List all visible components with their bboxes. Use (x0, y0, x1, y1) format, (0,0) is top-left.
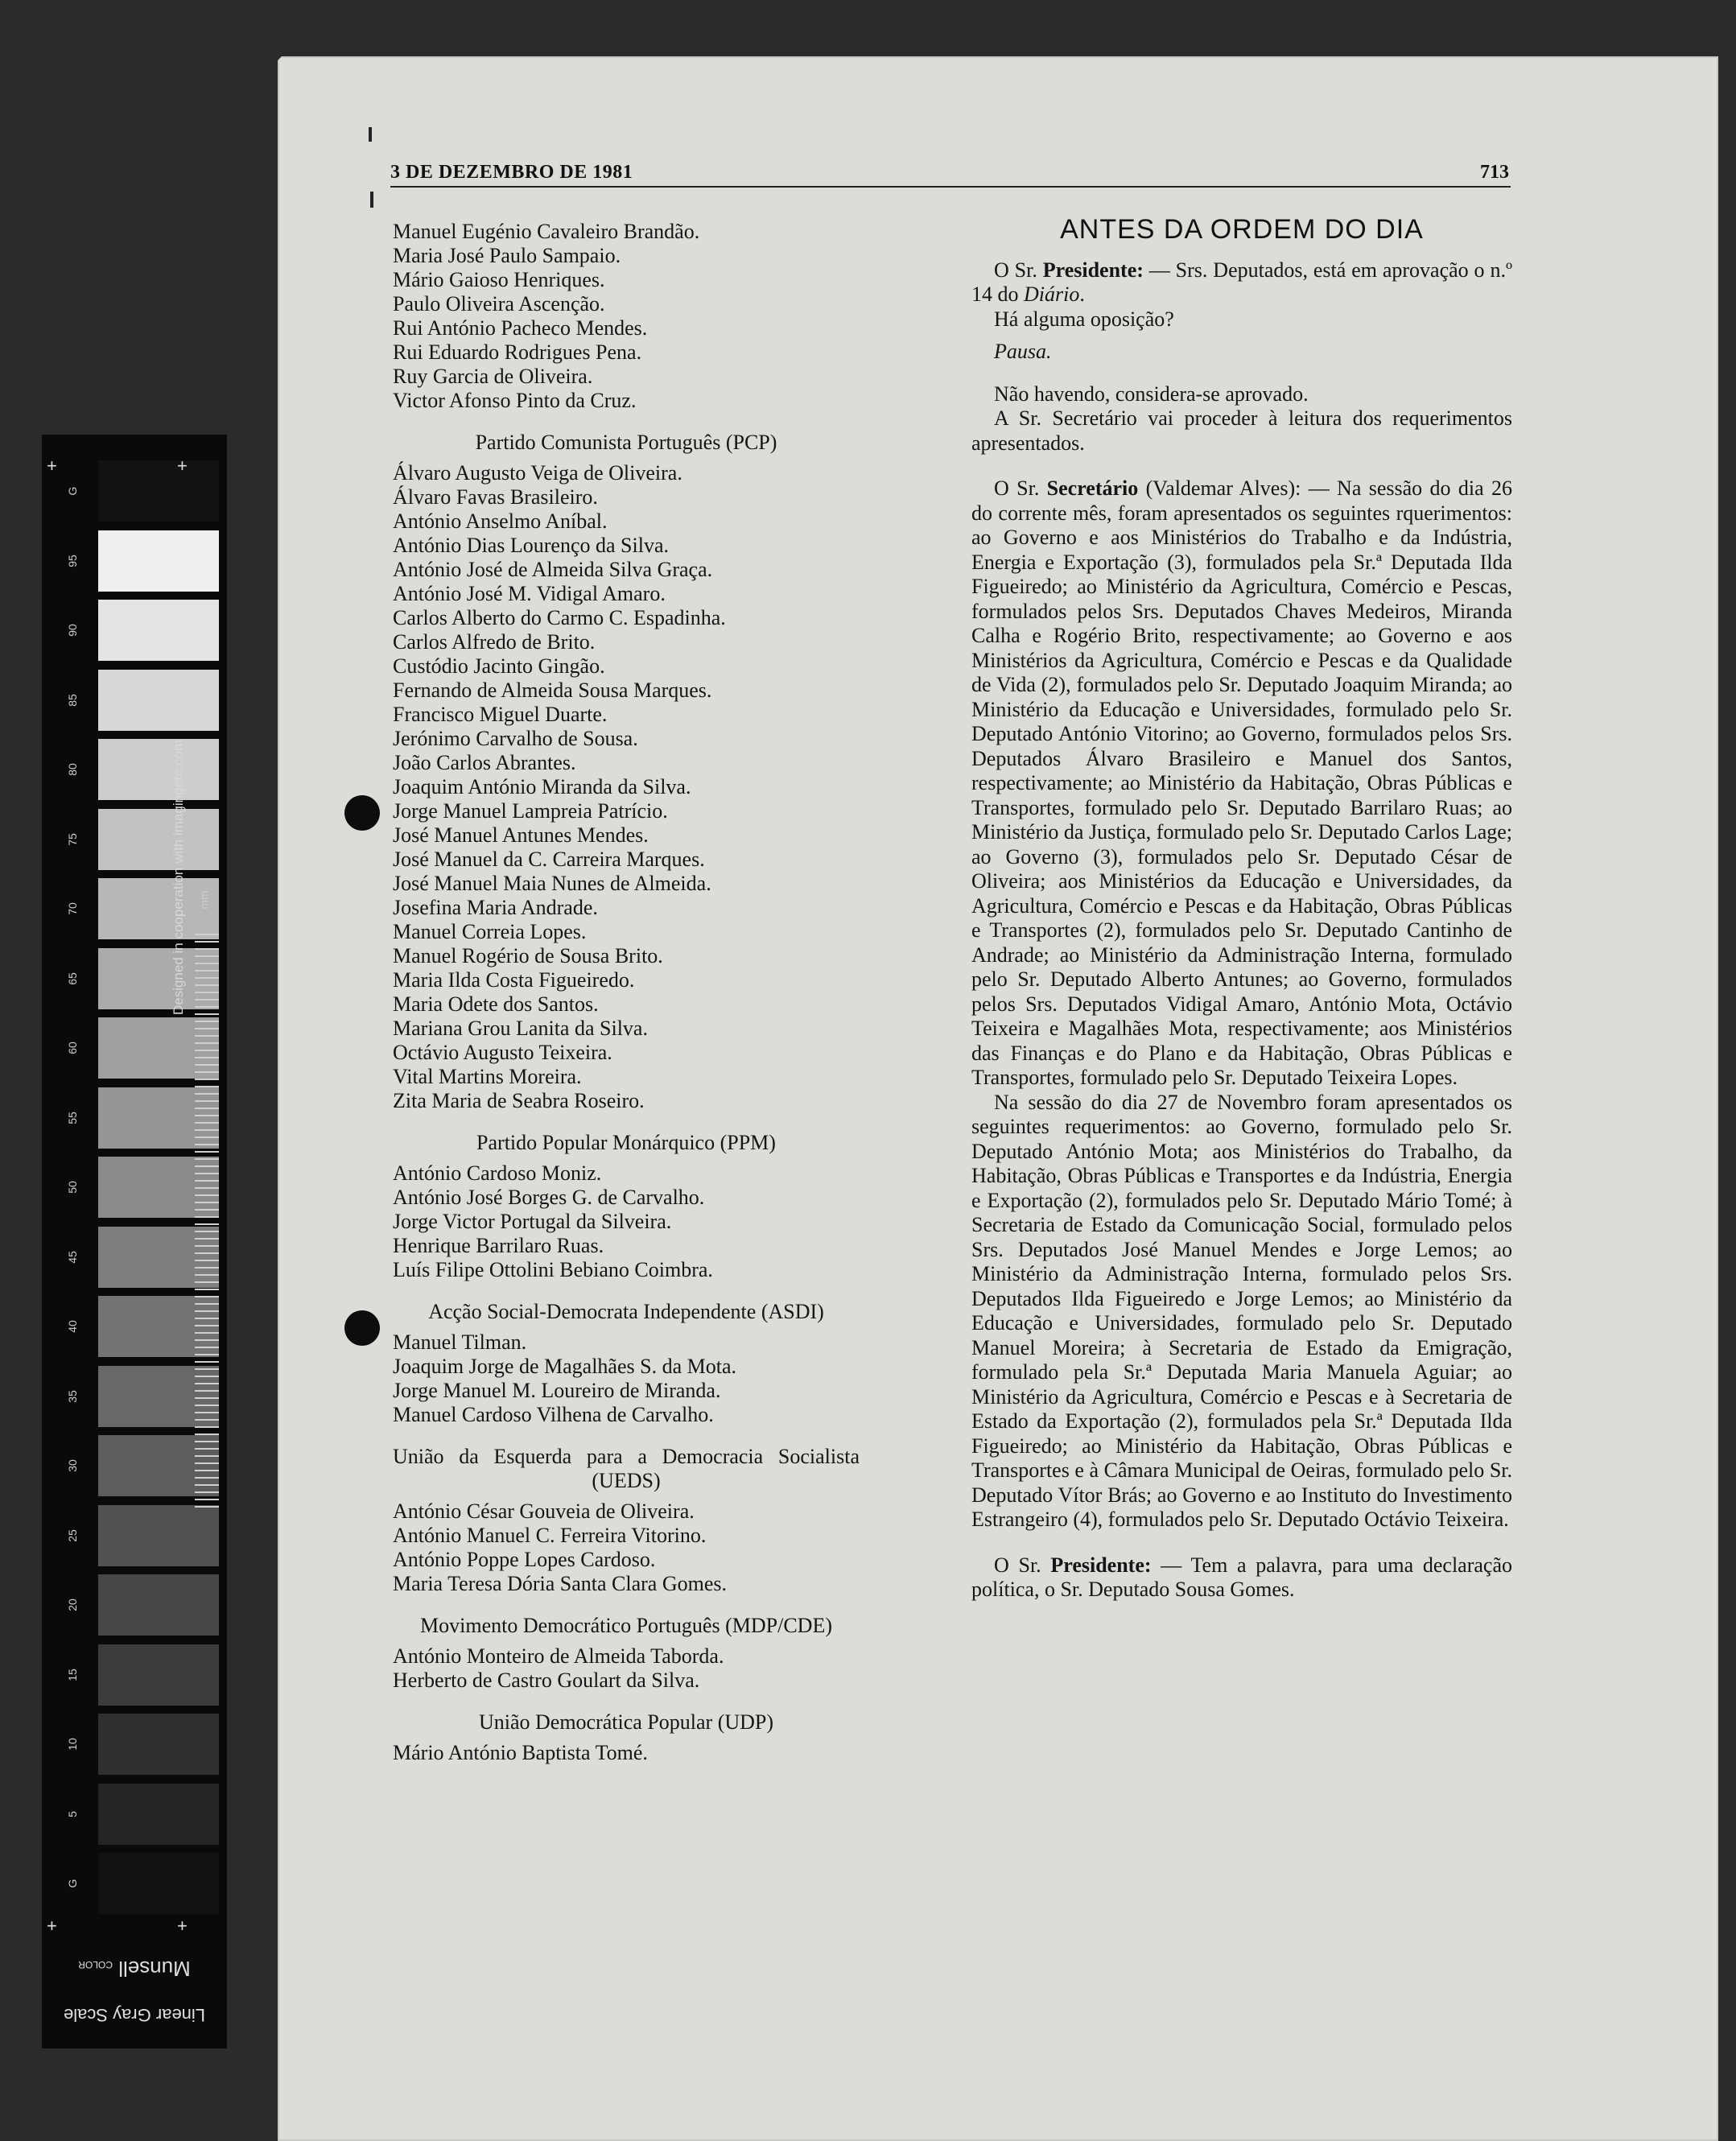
scale-note (163, 636, 195, 1119)
member-name: Ruy Garcia de Oliveira. (393, 365, 593, 388)
party-heading: Partido Comunista Português (PCP) (475, 431, 777, 454)
text: (Valdemar Alves): — Na sessão do dia 26 do corrente mês, foram apresentados os seguintes rquerimentos: ao Governo e aos Ministérios do Trabalho e da Indústria, Energia e Exportação (3), formulados pela Sr.ª Deputada Ilda Figueiredo; ao Ministério da Agricultura, Comércio e Pescas, formulados pelos Srs. Deputados Chaves Medeiros, Miranda Calha e Rogério Brito, respectivamente; ao Governo e aos Ministérios da Agricultura, Comércio e Pescas e da Qualidade de Vida (2), formulados pelo Sr. Deputado Joaquim Miranda; ao Ministério da Educação e Universidades, formulado pelo Sr. Deputado António Vitorino; ao Governo, formulados pelos Srs. Deputados Álvaro Brasileiro e Manuel dos Santos, respectivamente; ao Ministério da Habitação, Obras Públicas e Transportes, formulado pelo Sr. Deputado Barrilaro Ruas; ao Ministério da Justiça, formulado pelo Sr. Deputado Carlos Lage; ao Governo (3), formulados pelo Sr. Deputado César de Oliveira; aos Ministérios da Educação e Universidades, da Agricultura, Comércio e Pescas e da Habitação, Obras Públicas e Transportes (2), formulados pelo Sr. Deputado Cantinho de Andrade; ao Ministério da Administração Interna, formulado pelo Sr. Deputado Alberto Antunes; ao Governo, formulados pelos Srs. Deputados Vidigal Amaro, António Mota, Octávio Teixeira e Magalhães Mota, respectivamente; aos Ministérios das Finanças e do Plano e da Habitação, Obras Públicas e Transportes, formulado pelo Sr. Deputado Teixeira Lopes. (971, 476, 1512, 1089)
prefix: O Sr. (994, 476, 1047, 500)
member-name: Herberto de Castro Goulart da Silva. (393, 1669, 700, 1692)
gray-level-label: 15 (66, 1668, 79, 1681)
page-corner-fold (266, 48, 290, 72)
party-heading-line1: União da Esquerda para a Democracia Socialista (393, 1445, 860, 1468)
member-name: Victor Afonso Pinto da Cruz. (393, 389, 637, 412)
member-name: António Monteiro de Almeida Taborda. (393, 1644, 724, 1668)
member-name: Luís Filipe Ottolini Bebiano Coimbra. (393, 1258, 713, 1281)
member-name: Manuel Correia Lopes. (393, 920, 587, 943)
pausa: Pausa. (994, 340, 1052, 363)
member-name: Jerónimo Carvalho de Sousa. (393, 727, 638, 750)
member-name: Octávio Augusto Teixeira. (393, 1041, 612, 1064)
member-name: Rui António Pacheco Mendes. (393, 316, 648, 340)
gray-level-label: 50 (66, 1181, 79, 1194)
right-column (971, 214, 1513, 1603)
member-name: José Manuel Antunes Mendes. (393, 823, 649, 847)
party-heading: Acção Social-Democrata Independente (ASDI) (428, 1300, 824, 1323)
member-name: Carlos Alfredo de Brito. (393, 630, 596, 654)
section-title: ANTES DA ORDEM DO DIA (1060, 214, 1424, 245)
paragraph-session-27: Na sessão do dia 27 de Novembro foram apresentados os seguintes requerimentos: ao Governo, formulado pelo Sr. Deputado António Mota; aos Ministérios do Trabalho, da Habitação, Obras Públicas e Transportes e da Indústria, Energia e Exportação (2), formulados pelo Sr. Deputado Mário Tomé; à Secretaria de Estado da Comunicação Social, formulado pelos Srs. Deputados José Manuel Mendes e Jorge Lemos; ao Ministério da Administração Interna, formulado pelos Srs. Deputados Ilda Figueiredo e Jorge Lemos; ao Ministério da Educação e Universidades, formulado pelo Sr. Deputado Manuel Moreira; à Secretaria de Estado da Emigração, formulado pela Sr.ª Deputada Maria Manuela Aguiar; ao Ministério da Agricultura, Comércio e Pescas e à Secretaria de Estado da Exportação (2), formulados pela Sr.ª Deputada Ilda Figueiredo; ao Ministério da Habitação, Obras Públicas e Transportes e à Câmara Municipal de Oeiras, formulado pelo Sr. Deputado Vítor Brás; ao Governo e ao Instituto do Investimento Estrangeiro (4), formulados pelo Sr. Deputado Octávio Teixeira. (971, 1090, 1512, 1531)
gray-level-label: 80 (66, 763, 79, 776)
plus-mark: + (177, 456, 188, 476)
prefix: O Sr. (994, 258, 1043, 282)
unit-label: mm (197, 890, 211, 910)
member-name: Mário António Baptista Tomé. (393, 1741, 648, 1764)
gray-level-label: 35 (66, 1389, 79, 1403)
mm-ruler (195, 934, 219, 1513)
text-end: . (1079, 283, 1085, 306)
speck (370, 192, 373, 208)
gray-level-label: 65 (66, 971, 79, 985)
gray-level-label: 40 (66, 1320, 79, 1333)
gray-level-label: 5 (66, 1810, 79, 1817)
member-name: António José M. Vidigal Amaro. (393, 582, 666, 605)
plus-mark: + (47, 1916, 57, 1936)
member-name: Custódio Jacinto Gingão. (393, 654, 605, 678)
party-group (393, 1710, 860, 1765)
paragraph-secretary-intro: A Sr. Secretário vai proceder à leitura dos requerimentos apresentados. (971, 406, 1512, 455)
member-name: Manuel Cardoso Vilhena de Carvalho. (393, 1403, 714, 1426)
member-name: Fernando de Almeida Sousa Marques. (393, 679, 712, 702)
member-name: Álvaro Augusto Veiga de Oliveira. (393, 461, 682, 485)
gray-level-label: 70 (66, 902, 79, 915)
member-name: Francisco Miguel Duarte. (393, 703, 608, 726)
gray-swatch (98, 530, 219, 592)
member-name: Vital Martins Moreira. (393, 1065, 582, 1088)
gray-scale-card (42, 435, 227, 2048)
member-name: Zita Maria de Seabra Roseiro. (393, 1089, 645, 1112)
party-heading (393, 1445, 860, 1493)
member-name: António Poppe Lopes Cardoso. (393, 1548, 656, 1571)
italic-text: Diário (1024, 283, 1080, 306)
page-number: 713 (1480, 162, 1509, 183)
member-name: Josefina Maria Andrade. (393, 896, 598, 919)
gray-level-label: 90 (66, 624, 79, 637)
gray-swatch (98, 1714, 219, 1775)
speaker: Presidente: (1042, 258, 1144, 282)
gray-swatch (98, 670, 219, 731)
scale-title: Linear Gray Scale (63, 2005, 206, 2025)
paragraph-question: Há alguma oposição? (994, 307, 1174, 331)
member-name: Maria Ilda Costa Figueiredo. (393, 968, 635, 992)
party-heading-line2: (UEDS) (592, 1469, 661, 1492)
gray-level-label: 60 (66, 1042, 79, 1054)
member-name: Maria José Paulo Sampaio. (393, 244, 621, 267)
member-name: Jorge Manuel M. Loureiro de Miranda. (393, 1379, 721, 1402)
gray-level-label: G (66, 486, 79, 496)
gray-level-label: 45 (66, 1250, 79, 1264)
member-name: Joaquim Jorge de Magalhães S. da Mota. (393, 1355, 736, 1378)
member-name: António Dias Lourenço da Silva. (393, 534, 669, 557)
party-group (393, 1300, 860, 1427)
continued-names (393, 220, 860, 413)
party-heading: Partido Popular Monárquico (PPM) (476, 1131, 776, 1154)
speaker: Secretário (1046, 476, 1139, 500)
member-name: Rui Eduardo Rodrigues Pena. (393, 340, 642, 364)
gray-level-label: 95 (66, 554, 79, 567)
gray-swatch (98, 1505, 219, 1566)
party-group (393, 1614, 860, 1693)
gray-swatch (98, 739, 219, 800)
gray-swatch (98, 600, 219, 661)
member-name: Manuel Eugénio Cavaleiro Brandão. (393, 220, 700, 243)
member-name: José Manuel Maia Nunes de Almeida. (393, 872, 711, 895)
plus-mark: + (177, 1916, 188, 1936)
gray-level-label: 85 (66, 693, 79, 707)
party-group (393, 1445, 860, 1596)
member-name: António José Borges G. de Carvalho. (393, 1186, 705, 1209)
gray-swatch (98, 460, 219, 522)
paragraph-secretary (971, 476, 1512, 1091)
member-name: Joaquim António Miranda da Silva. (393, 775, 691, 798)
member-name: João Carlos Abrantes. (393, 751, 576, 774)
member-name: António César Gouveia de Oliveira. (393, 1500, 695, 1523)
member-name: Mariana Grou Lanita da Silva. (393, 1017, 648, 1040)
gray-level-label: 55 (66, 1111, 79, 1124)
member-name: Jorge Manuel Lampreia Patrício. (393, 799, 668, 823)
paragraph-approved: Não havendo, considera-se aprovado. (994, 382, 1309, 406)
brand-text: Munsell (118, 1957, 191, 1981)
gray-swatch (98, 1784, 219, 1845)
paragraph-president-1 (971, 258, 1512, 307)
munsell-logo (58, 1956, 211, 1981)
left-column (393, 220, 860, 1765)
member-name: António Manuel C. Ferreira Vitorino. (393, 1524, 707, 1547)
header-date: 3 DE DEZEMBRO DE 1981 (390, 162, 633, 183)
gray-level-label: 10 (66, 1738, 79, 1751)
member-name: António José de Almeida Silva Graça. (393, 558, 713, 581)
member-name: Maria Teresa Dória Santa Clara Gomes. (393, 1572, 727, 1595)
speck (369, 127, 372, 142)
member-name: Mário Gaioso Henriques. (393, 268, 605, 291)
binder-hole (344, 1310, 380, 1346)
member-name: Paulo Oliveira Ascenção. (393, 292, 605, 316)
party-heading: União Democrática Popular (UDP) (478, 1710, 774, 1734)
member-name: Henrique Barrilaro Ruas. (393, 1234, 604, 1257)
gray-level-label: 20 (66, 1599, 79, 1611)
scale-note-text: Designed in cooperation with imagingetc.com (171, 739, 186, 1016)
member-name: Jorge Victor Portugal da Silveira. (393, 1210, 672, 1233)
gray-level-label: 25 (66, 1528, 79, 1542)
member-name: Manuel Tilman. (393, 1330, 527, 1354)
party-lists (393, 431, 860, 1765)
member-name: Álvaro Favas Brasileiro. (393, 485, 598, 509)
gray-swatch (98, 1644, 219, 1706)
plus-mark: + (47, 456, 57, 476)
gray-level-label: 75 (66, 832, 79, 846)
gray-swatch (98, 1853, 219, 1914)
member-name: António Cardoso Moniz. (393, 1161, 602, 1185)
gray-level-label: 30 (66, 1459, 79, 1472)
party-group (393, 1131, 860, 1282)
member-name: José Manuel da C. Carreira Marques. (393, 848, 705, 871)
text: — Srs. Deputados, está em aprovação o n.º 14 do (971, 258, 1513, 306)
gray-swatch (98, 1574, 219, 1636)
scale-brand (58, 1940, 211, 2044)
party-heading: Movimento Democrático Português (MDP/CDE) (420, 1614, 832, 1637)
member-name: António Anselmo Aníbal. (393, 509, 608, 533)
binder-hole (344, 795, 380, 831)
member-name: Manuel Rogério de Sousa Brito. (393, 944, 663, 967)
paragraph-president-2 (971, 1553, 1512, 1603)
text: — Tem a palavra, para uma declaração política, o Sr. Deputado Sousa Gomes. (971, 1553, 1512, 1601)
prefix: O Sr. (994, 1553, 1051, 1577)
brand-sub: COLOR (78, 1959, 113, 1970)
gray-level-label: G (66, 1879, 79, 1888)
speaker: Presidente: (1050, 1553, 1152, 1577)
member-name: Maria Odete dos Santos. (393, 992, 599, 1016)
party-group (393, 431, 860, 1113)
member-name: Carlos Alberto do Carmo C. Espadinha. (393, 606, 726, 629)
page-header (390, 159, 1511, 188)
gray-swatch (98, 809, 219, 870)
